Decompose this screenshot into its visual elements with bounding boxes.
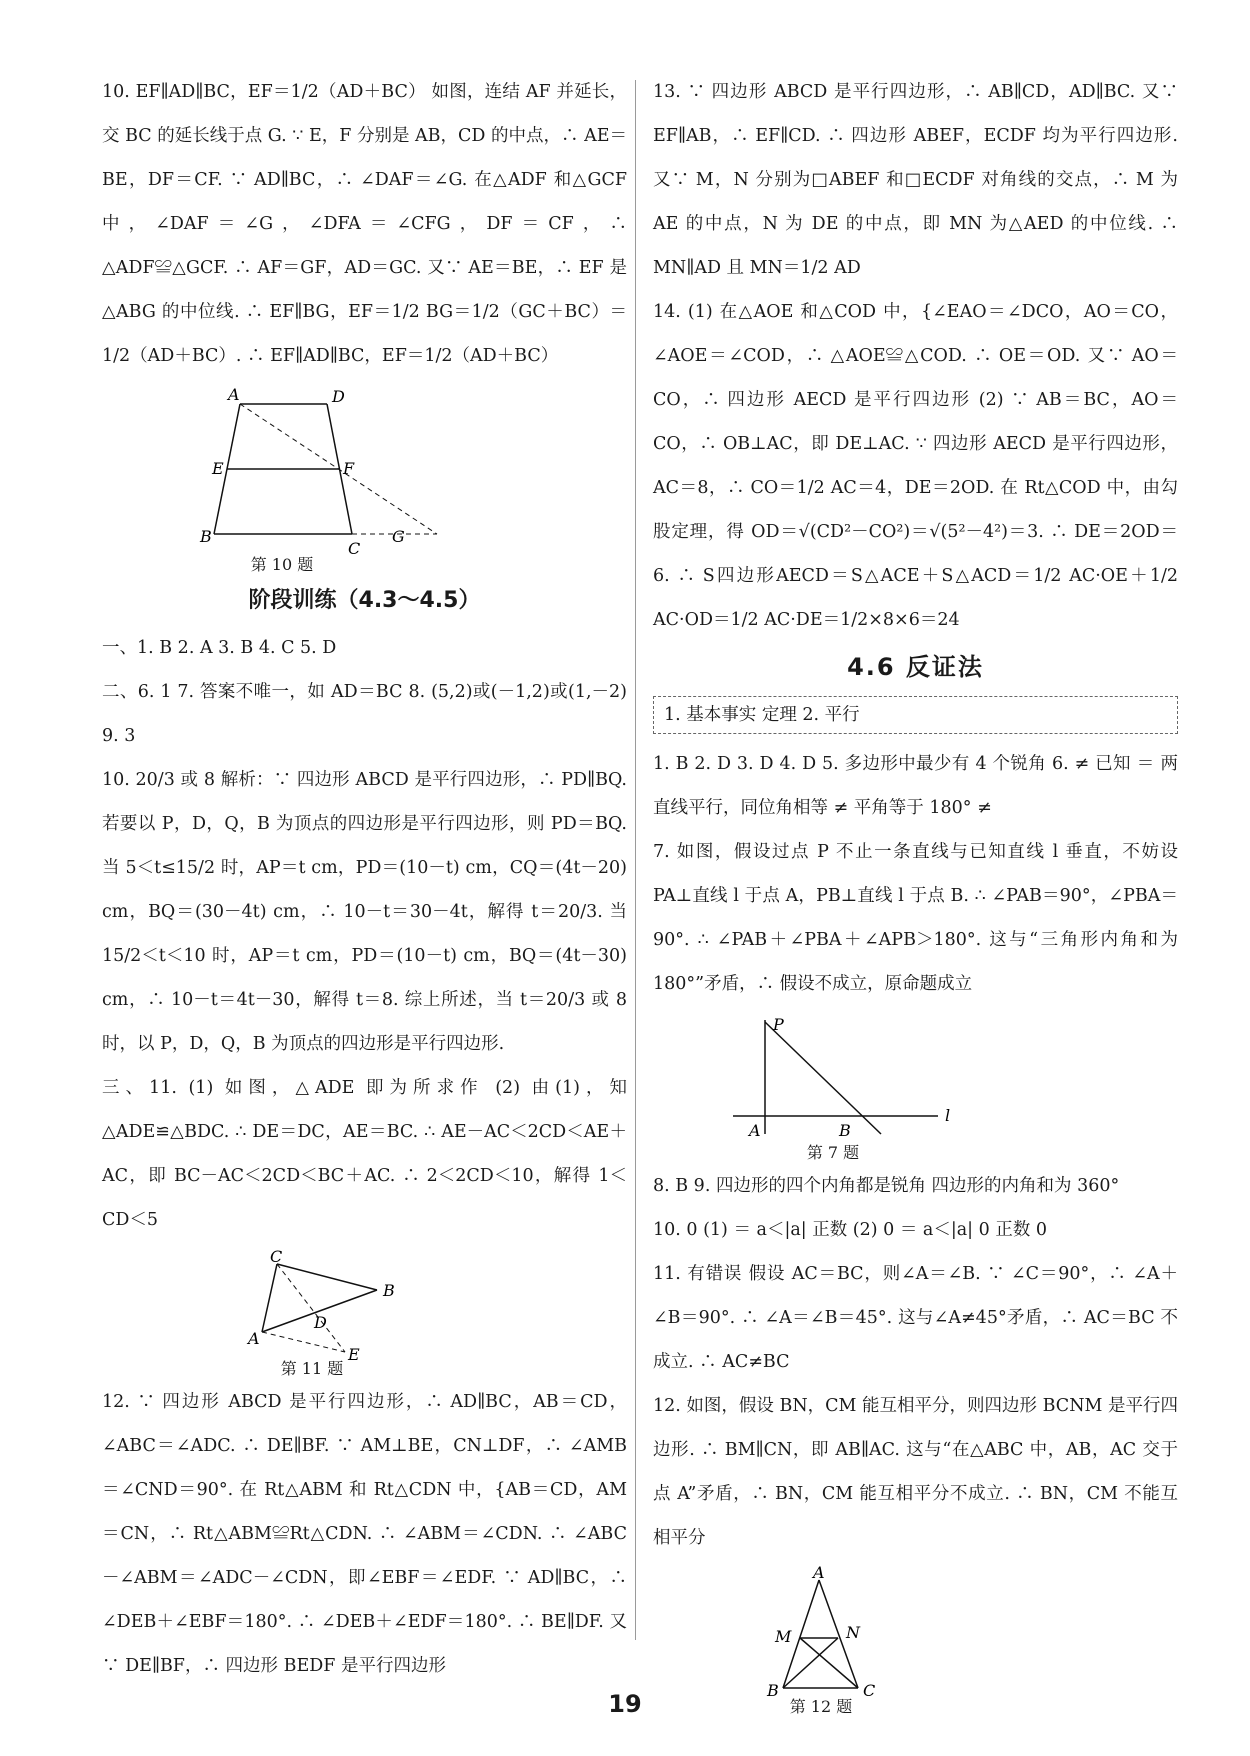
fig7-label-a: A (749, 1121, 761, 1140)
figure-7-caption: 第 7 题 (806, 1143, 860, 1162)
fig10-label-g: G (392, 527, 405, 546)
key-points-box: 1. 基本事实 定理 2. 平行 (653, 696, 1178, 734)
stage-answers-part1: 一、1. B 2. A 3. B 4. C 5. D (102, 638, 337, 658)
contradiction-answers-1-6: 1. B 2. D 3. D 4. D 5. 多边形中最少有 4 个锐角 6. ≠ 已知 ＝ 两直线平行，同位角相等 ≠ 平角等于 180° ≠ (653, 754, 1178, 818)
fig12-label-c: C (863, 1681, 876, 1700)
figure-11 (102, 1247, 627, 1380)
stage-answer-10: 10. 20/3 或 8 解析：∵ 四边形 ABCD 是平行四边形，∴ PD∥BQ. 若要以 P，D，Q，B 为顶点的四边形是平行四边形，则 PD＝BQ. 当 5＜t≤15/2 时，AP＝t cm，PD＝(10－t) cm，CQ＝(4t－20) cm，BQ＝(30－4t) cm，∴ 10－t＝30－4t，解得 t＝20/3. 当 15/2＜t＜10 时，AP＝t cm，PD＝(10－t) cm，BQ＝(4t－30) cm，∴ 10－t＝4t－30，解得 t＝8. 综上所述，当 t＝20/3 或 8 时，以 P，D，Q，B 为顶点的四边形是平行四边形. (102, 770, 627, 1054)
fig10-label-e: E (212, 459, 224, 478)
fig10-label-f: F (343, 459, 355, 478)
contradiction-answer-10: 10. 0 (1) ＝ a＜|a| 正数 (2) 0 ＝ a＜|a| 0 正数 0 (653, 1220, 1048, 1240)
fig11-label-a: A (248, 1329, 260, 1348)
fig12-label-a: A (813, 1563, 825, 1582)
fig10-label-c: C (348, 539, 361, 558)
figure-7-diagram (653, 1016, 1178, 1146)
figure-12-diagram (653, 1563, 1178, 1700)
contradiction-answer-12: 12. 如图，假设 BN，CM 能互相平分，则四边形 BCNM 是平行四边形. ∴ BM∥CN，即 AB∥AC. 这与“在△ABC 中，AB，AC 交于点 A”矛盾，∴ BN，CM 能互相平分不成立. ∴ BN，CM 不能互相平分 (653, 1396, 1178, 1548)
fig11-label-b: B (383, 1281, 395, 1300)
right-column (653, 70, 1178, 1718)
figure-10-caption: 第 10 题 (250, 555, 314, 574)
answer-14: 14. (1) 在△AOE 和△COD 中，{∠EAO＝∠DCO，AO＝CO，∠AOE＝∠COD，∴ △AOE≌△COD. ∴ OE＝OD. 又∵ AO＝CO，∴ 四边形 AECD 是平行四边形 (2) ∵ AB＝BC，AO＝CO，∴ OB⊥AC，即 DE⊥AC. ∵ 四边形 AECD 是平行四边形，AC＝8，∴ CO＝1/2 AC＝4，DE＝2OD. 在 Rt△COD 中，由勾股定理，得 OD＝√(CD²－CO²)＝√(5²－4²)＝3. ∴ DE＝2OD＝6. ∴ S四边形AECD＝S△ACE＋S△ACD＝1/2 AC·OE＋1/2 AC·OD＝1/2 AC·DE＝1/2×8×6＝24 (653, 302, 1178, 630)
figure-10-diagram (102, 385, 405, 558)
fig7-label-b: B (839, 1121, 851, 1140)
figure-10 (102, 385, 627, 576)
answer-13: 13. ∵ 四边形 ABCD 是平行四边形，∴ AB∥CD，AD∥BC. 又∵ EF∥AB，∴ EF∥CD. ∴ 四边形 ABEF，ECDF 均为平行四边形. 又∵ M，N 分别为□ABEF 和□ECDF 对角线的交点，∴ M 为 AE 的中点，N 为 DE 的中点，即 MN 为△AED 的中位线. ∴ MN∥AD 且 MN＝1/2 AD (653, 82, 1178, 278)
stage-answer-11: 三、11. (1) 如图，△ADE 即为所求作 (2) 由(1)，知△ADE≌△BDC. ∴ DE＝DC，AE＝BC. ∴ AE－AC＜2CD＜AE＋AC，即 BC－AC＜2CD＜BC＋AC. ∴ 2＜2CD＜10，解得 1＜CD＜5 (102, 1078, 627, 1230)
contradiction-answer-11: 11. 有错误 假设 AC＝BC，则∠A＝∠B. ∵ ∠C＝90°，∴ ∠A＋∠B＝90°. ∴ ∠A＝∠B＝45°. 这与∠A≠45°矛盾，∴ AC＝BC 不成立. ∴ AC≠BC (653, 1264, 1178, 1372)
fig11-label-c: C (270, 1247, 283, 1266)
fig10-label-d: D (332, 387, 345, 406)
fig12-label-b: B (767, 1681, 779, 1700)
fig7-label-l: l (945, 1106, 951, 1125)
section-title-proof-by-contradiction: 4.6 反证法 (847, 653, 984, 681)
stage-answer-12: 12. ∵ 四边形 ABCD 是平行四边形，∴ AD∥BC，AB＝CD，∠ABC＝∠ADC. ∴ DE∥BF. ∵ AM⊥BE，CN⊥DF，∴ ∠AMB＝∠CND＝90°. 在 Rt△ABM 和 Rt△CDN 中，{AB＝CD，AM＝CN，∴ Rt△ABM≌Rt△CDN. ∴ ∠ABM＝∠CDN. ∴ ∠ABC－∠ABM＝∠ADC－∠CDN，即∠EBF＝∠EDF. ∵ AD∥BC，∴ ∠DEB＋∠EBF＝180°. ∴ ∠DEB＋∠EDF＝180°. ∴ BE∥DF. 又∵ DE∥BF，∴ 四边形 BEDF 是平行四边形 (102, 1392, 627, 1676)
figure-12-caption: 第 12 题 (789, 1697, 853, 1716)
figure-11-caption: 第 11 题 (280, 1359, 344, 1378)
page-number: 19 (608, 1690, 642, 1718)
contradiction-answer-8-9: 8. B 9. 四边形的四个内角都是锐角 四边形的内角和为 360° (653, 1176, 1120, 1196)
fig12-label-m: M (775, 1627, 792, 1646)
contradiction-answer-7: 7. 如图，假设过点 P 不止一条直线与已知直线 l 垂直，不妨设 PA⊥直线 l 于点 A，PB⊥直线 l 于点 B. ∴ ∠PAB＝90°，∠PBA＝90°. ∴ ∠PAB＋∠PBA＋∠APB＞180°. 这与“三角形内角和为 180°”矛盾，∴ 假设不成立，原命题成立 (653, 842, 1178, 994)
figure-7 (653, 1016, 1178, 1164)
fig7-label-p: P (773, 1015, 784, 1034)
answer-10: 10. EF∥AD∥BC，EF＝1/2（AD＋BC） 如图，连结 AF 并延长，交 BC 的延长线于点 G. ∵ E，F 分别是 AB，CD 的中点，∴ AE＝BE，DF＝CF. ∵ AD∥BC，∴ ∠DAF＝∠G. 在△ADF 和△GCF 中，∠DAF＝∠G，∠DFA＝∠CFG，DF＝CF，∴ △ADF≌△GCF. ∴ AF＝GF，AD＝GC. 又∵ AE＝BE，∴ EF 是△ABG 的中位线. ∴ EF∥BG，EF＝1/2 BG＝1/2（GC＋BC）＝1/2（AD＋BC）. ∴ EF∥AD∥BC，EF＝1/2（AD＋BC） (102, 82, 627, 366)
fig10-label-a: A (228, 385, 240, 404)
figure-11-diagram (102, 1247, 402, 1364)
left-column (102, 70, 627, 1688)
fig11-label-d: D (314, 1313, 327, 1332)
fig12-label-n: N (846, 1623, 860, 1642)
fig10-label-b: B (200, 527, 212, 546)
fig11-label-e: E (348, 1345, 360, 1364)
stage-answers-part2: 二、6. 1 7. 答案不唯一，如 AD＝BC 8. (5,2)或(－1,2)或(1,－2) 9. 3 (102, 682, 627, 746)
section-title-stage-training: 阶段训练（4.3～4.5） (248, 588, 481, 613)
column-divider (635, 80, 636, 1640)
